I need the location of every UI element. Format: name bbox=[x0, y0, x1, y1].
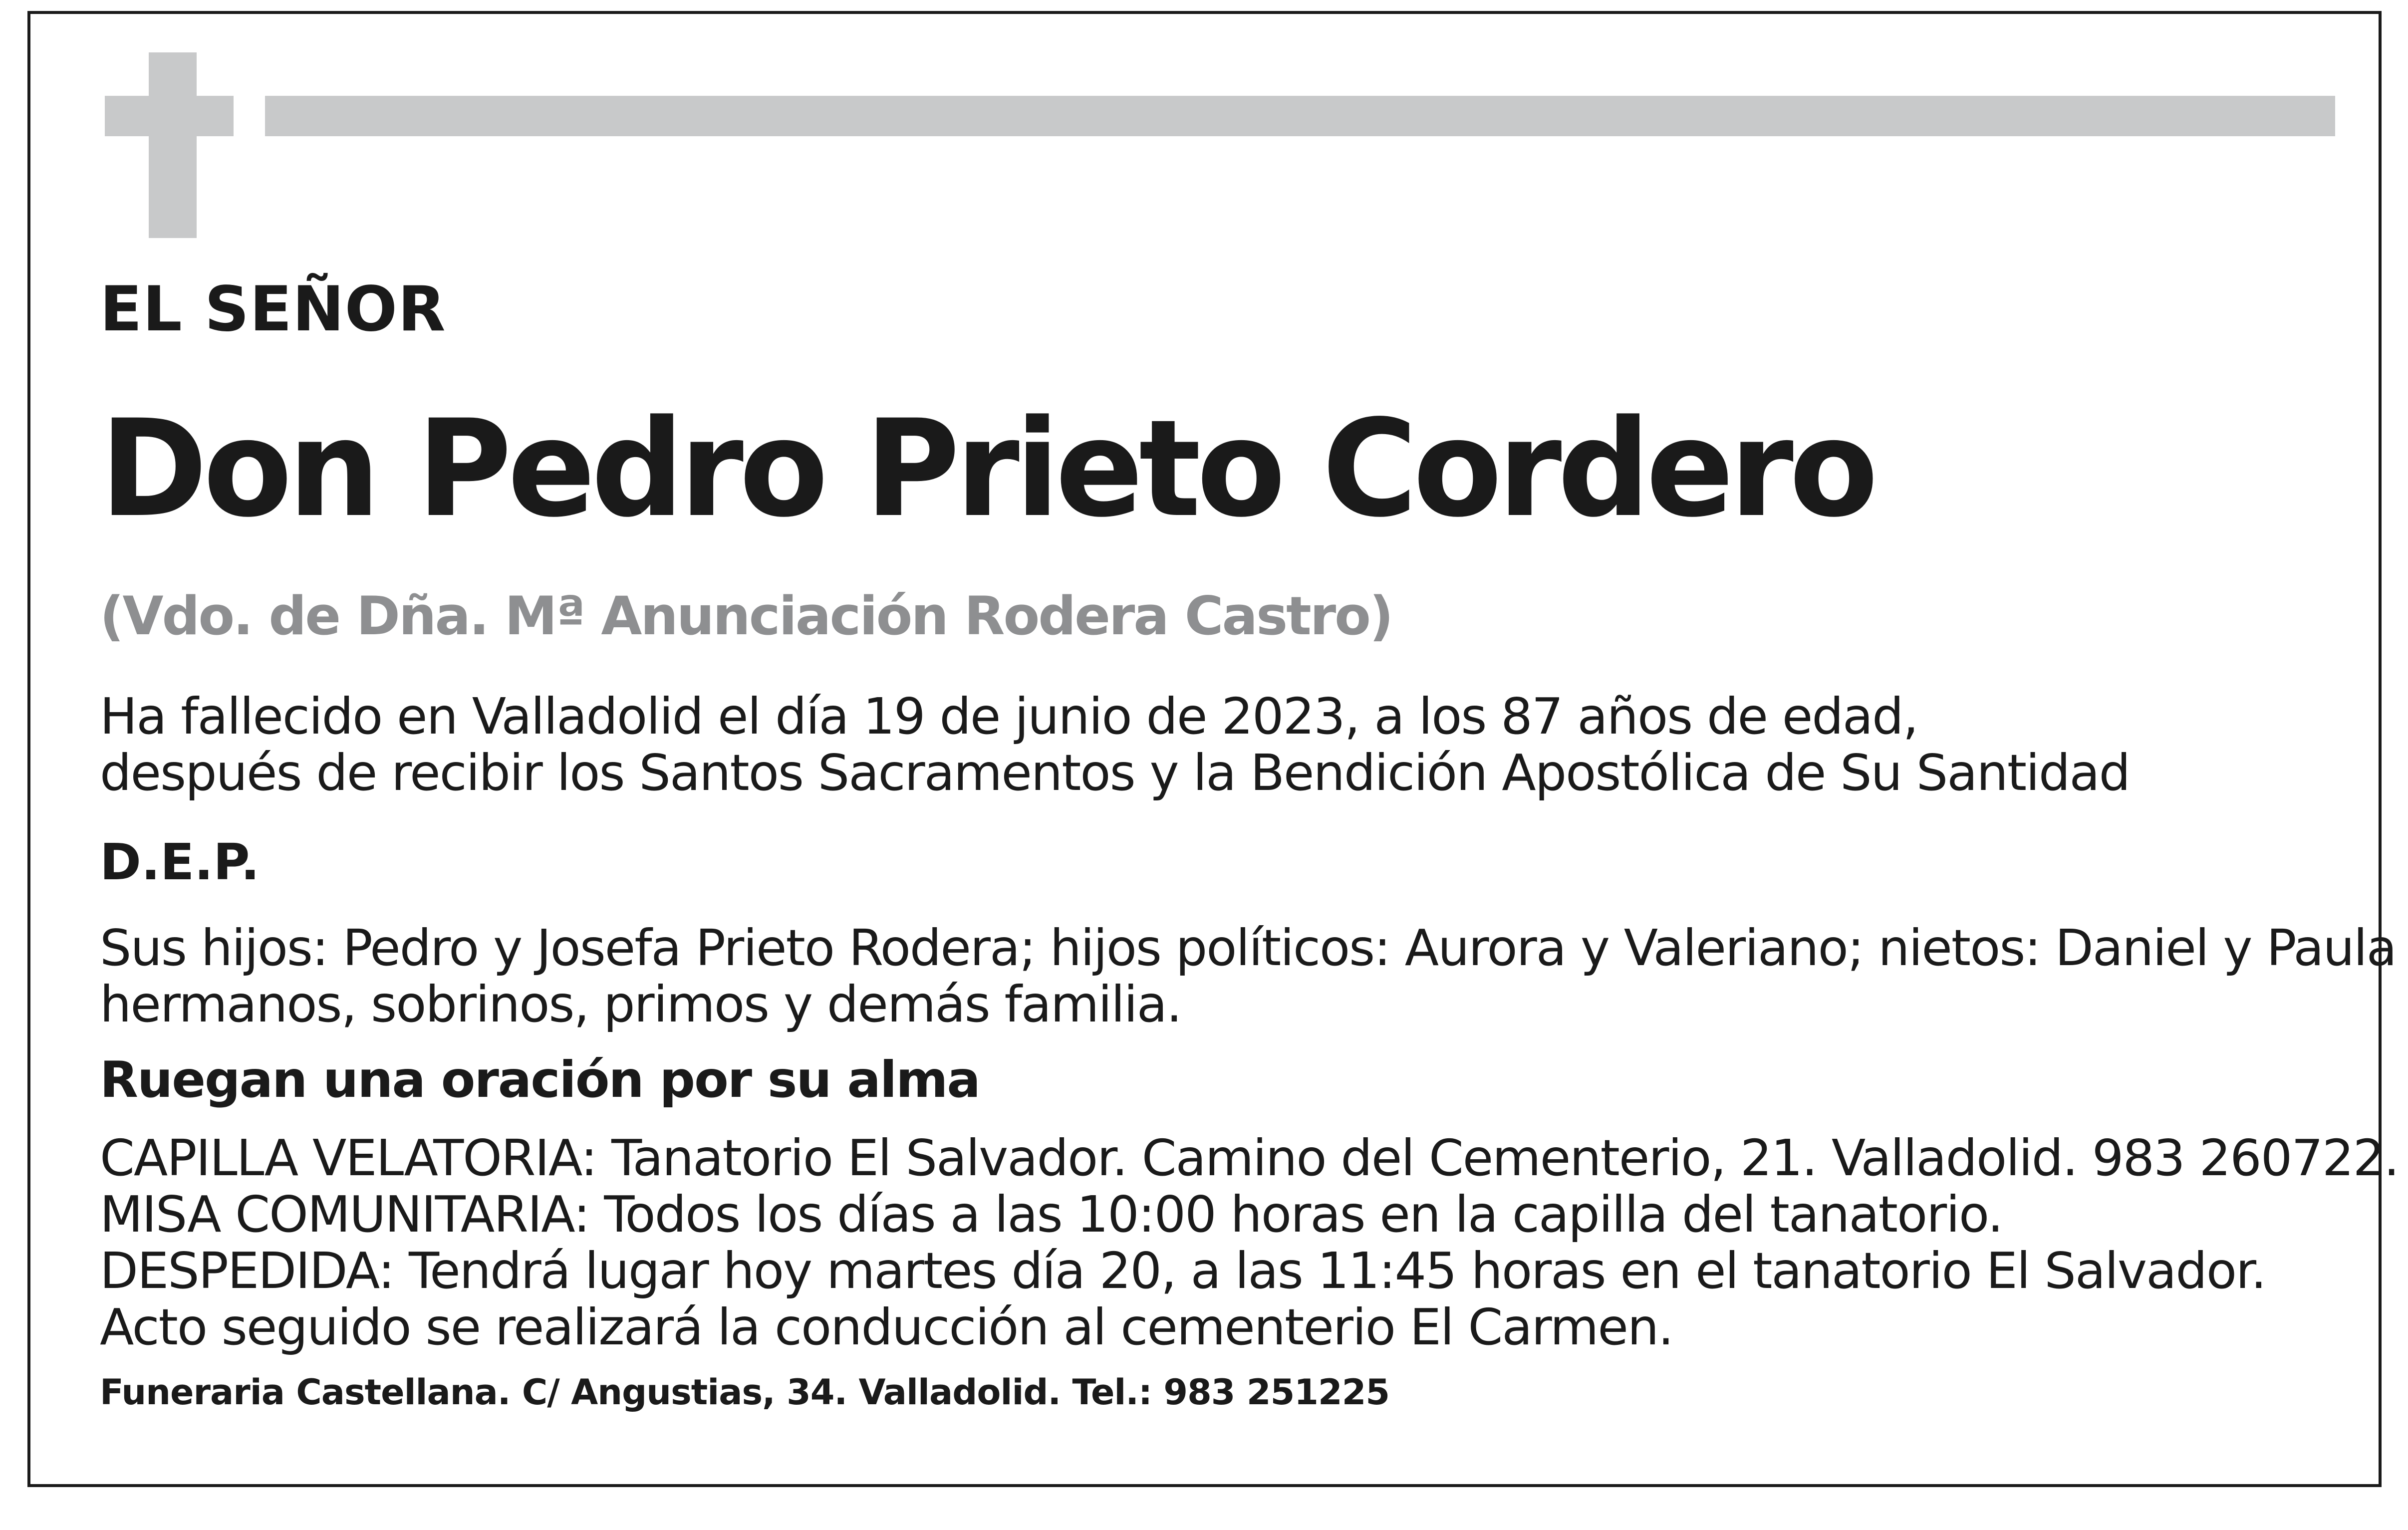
header-rule bbox=[265, 96, 2335, 136]
service-line-mass: MISA COMUNITARIA: Todos los días a las 10:00 horas en la capilla del tanatorio. bbox=[100, 1185, 2003, 1244]
prayer-request: Ruegan una oración por su alma bbox=[100, 1050, 980, 1109]
service-line-chapel: CAPILLA VELATORIA: Tanatorio El Salvador. Camino del Cementerio, 21. Valladolid. 983 260722. bbox=[100, 1129, 2399, 1187]
widow-of: (Vdo. de Dña. Mª Anunciación Rodera Castro) bbox=[100, 585, 1392, 647]
family-line: Sus hijos: Pedro y Josefa Prieto Rodera; hijos políticos: Aurora y Valeriano; nietos: Daniel y Paula bbox=[100, 919, 2396, 977]
service-line-burial: Acto seguido se realizará la conducción al cementerio El Carmen. bbox=[100, 1298, 1673, 1356]
service-line-farewell: DESPEDIDA: Tendrá lugar hoy martes día 20, a las 11:45 horas en el tanatorio El Salvador. bbox=[100, 1242, 2266, 1300]
funeral-home-footer: Funeraria Castellana. C/ Angustias, 34. Valladolid. Tel.: 983 251225 bbox=[100, 1372, 1390, 1413]
death-announcement-line: después de recibir los Santos Sacramentos y la Bendición Apostólica de Su Santidad bbox=[100, 744, 2130, 802]
honorific: EL SEÑOR bbox=[100, 273, 446, 345]
family-line: hermanos, sobrinos, primos y demás familia. bbox=[100, 975, 1181, 1033]
family-list bbox=[100, 920, 2396, 1032]
deceased-name: Don Pedro Prieto Cordero bbox=[100, 391, 1874, 547]
cross-vertical-bar bbox=[149, 52, 197, 238]
service-details bbox=[100, 1130, 2399, 1355]
death-announcement-line: Ha fallecido en Valladolid el día 19 de junio de 2023, a los 87 años de edad, bbox=[100, 687, 1918, 746]
cross-horizontal-bar bbox=[105, 96, 234, 136]
rip-label: D.E.P. bbox=[100, 833, 260, 891]
death-announcement bbox=[100, 688, 2130, 801]
